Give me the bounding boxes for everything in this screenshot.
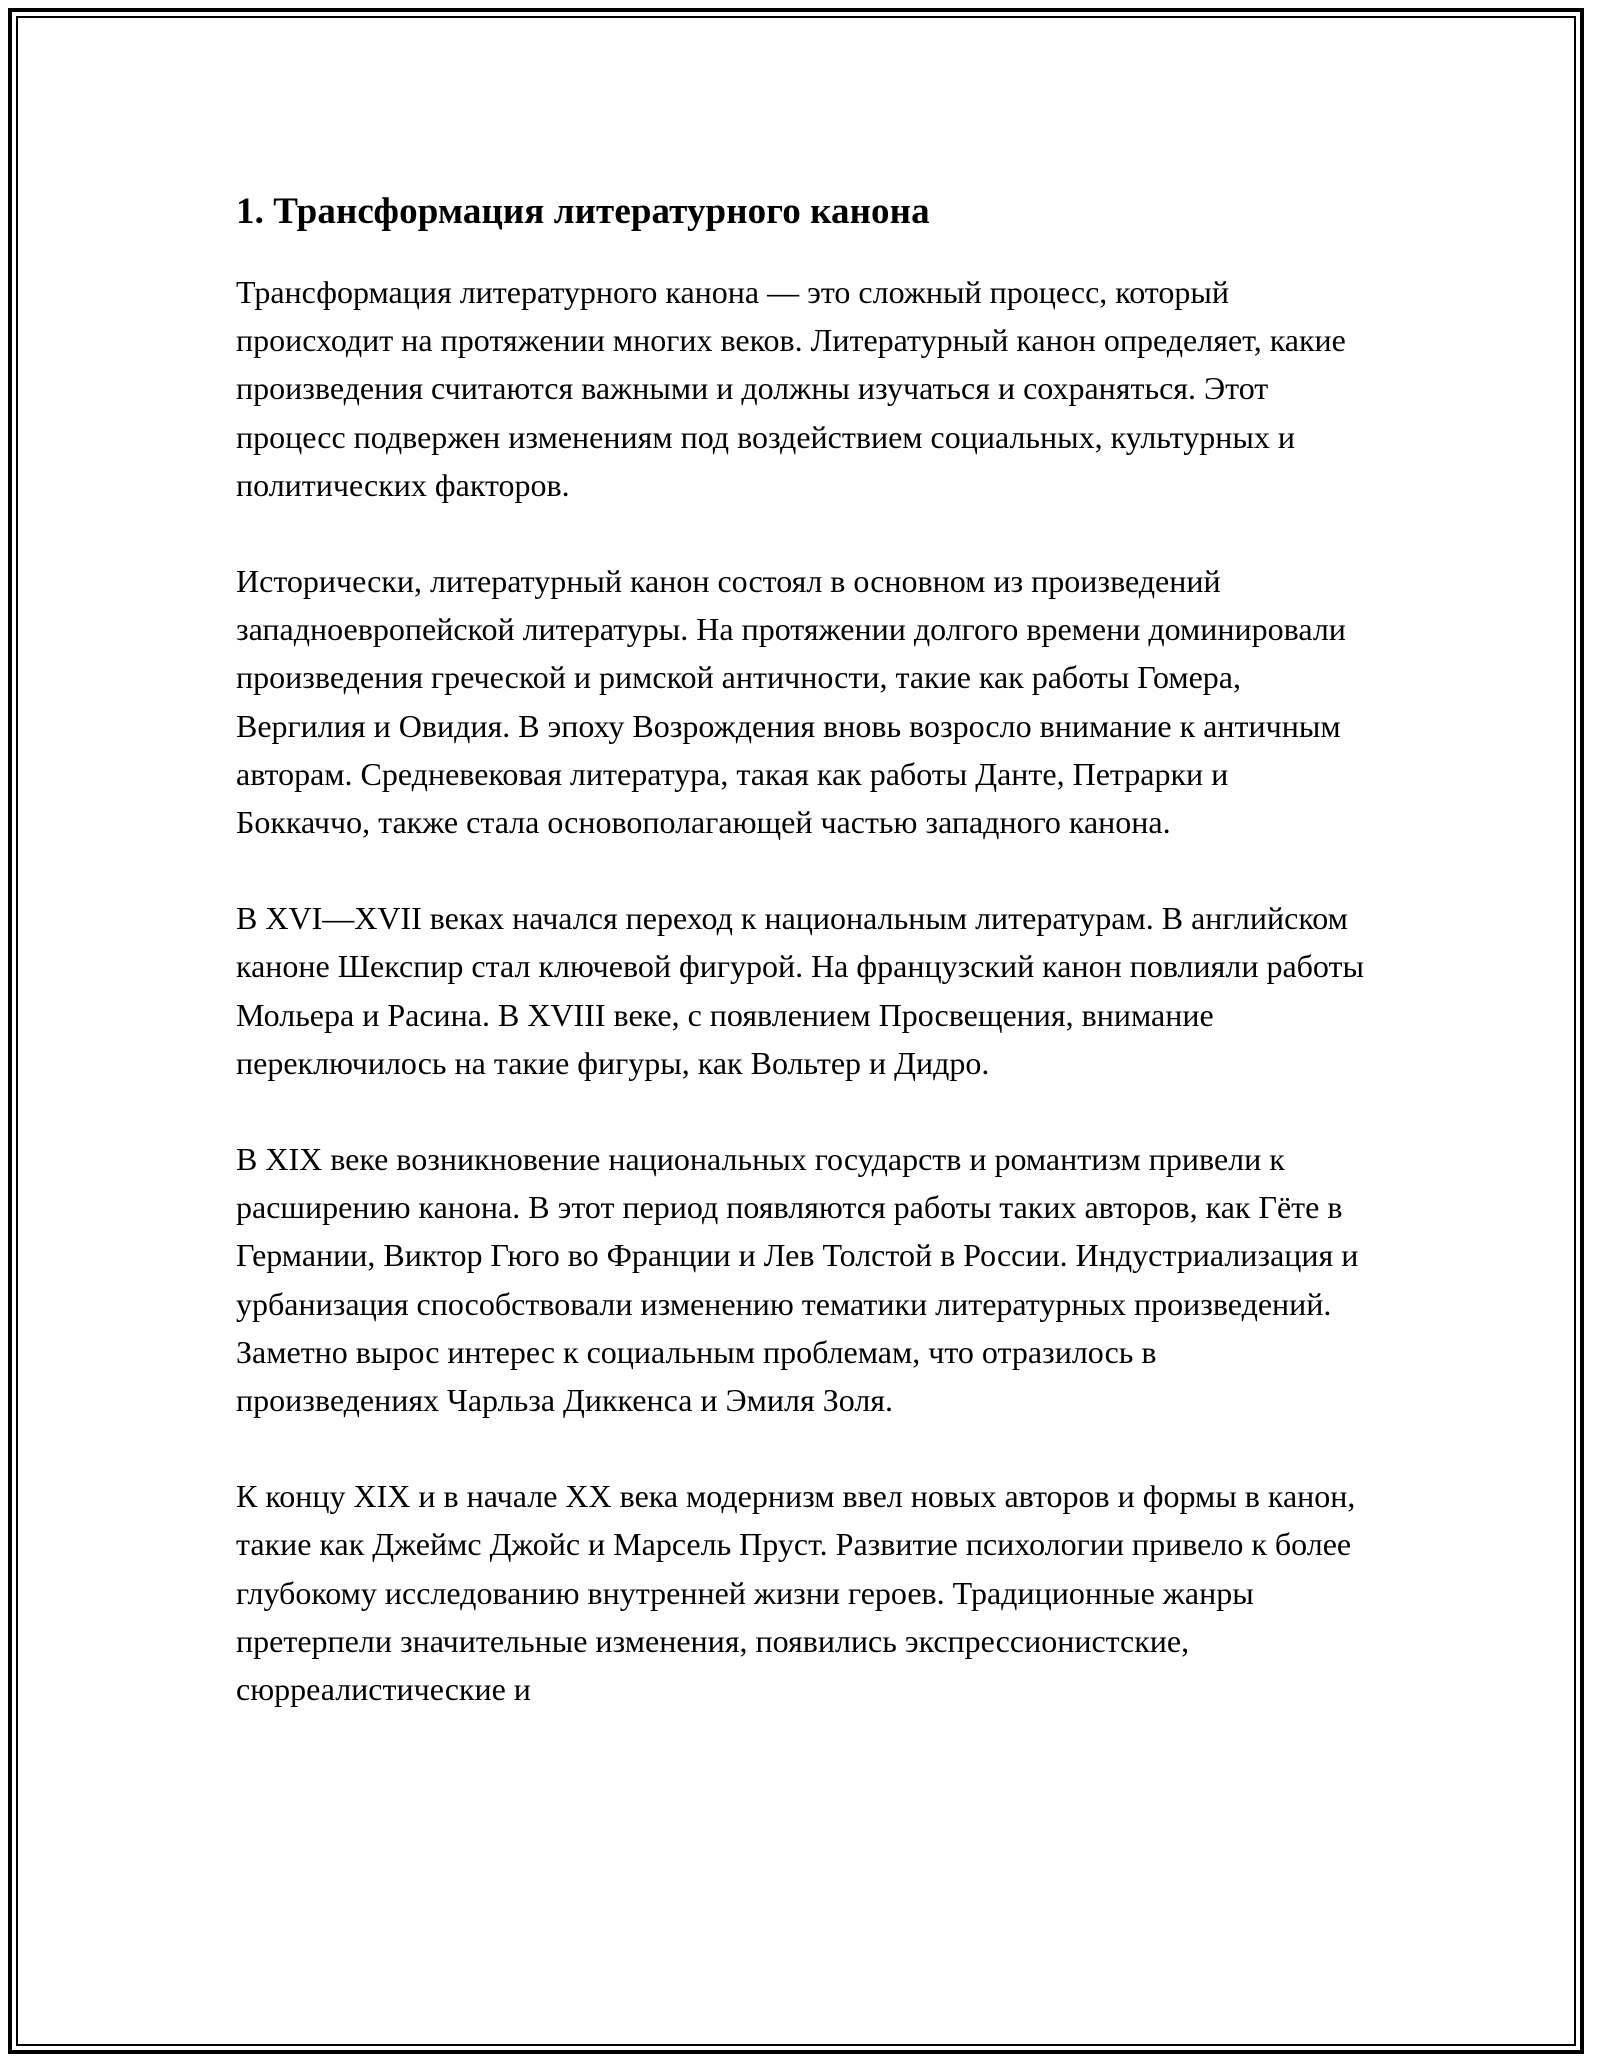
paragraph-4: В XIX веке возникновение национальных государств и романтизм привели к расширению канона. В этот период появляются работы таких авторов, как Гёте в Германии, Виктор Гюго во Франции и Лев Толстой в России. Индустриализация и урбанизация способствовали изменению тематики литературных произведений. Заметно вырос интерес к социальным проблемам, что отразилось в произведениях Чарльза Диккенса и Эмиля Золя. [236,1141,1359,1419]
paragraph-3: В XVI—XVII веках начался переход к национальным литературам. В английском каноне Шекспир стал ключевой фигурой. На французский канон повлияли работы Мольера и Расина. В XVIII веке, с появлением Просвещения, внимание переключилось на такие фигуры, как Вольтер и Дидро. [236,900,1364,1081]
document-body [236,186,1366,1761]
paragraph-2: Исторически, литературный канон состоял в основном из произведений западноевропейской литературы. На протяжении долгого времени доминировали произведения греческой и римской античности, такие как работы Гомера, Вергилия и Овидия. В эпоху Возрождения вновь возросло внимание к античным авторам. Средневековая литература, такая как работы Данте, Петрарки и Боккаччо, также стала основополагающей частью западного канона. [236,563,1346,841]
paragraph-5: К концу XIX и в начале XX века модернизм ввел новых авторов и формы в канон, такие как Джеймс Джойс и Марсель Пруст. Развитие психологии привело к более глубокому исследованию внутренней жизни героев. Традиционные жанры претерпели значительные изменения, появились экспрессионистские, сюрреалистические и [236,1478,1356,1708]
section-heading: 1. Трансформация литературного канона [236,191,930,232]
paragraph-1: Трансформация литературного канона — это сложный процесс, который происходит на протяжении многих веков. Литературный канон определяет, какие произведения считаются важными и должны изучаться и сохраняться. Этот процесс подвержен изменениям под воздействием социальных, культурных и политических факторов. [236,274,1346,503]
